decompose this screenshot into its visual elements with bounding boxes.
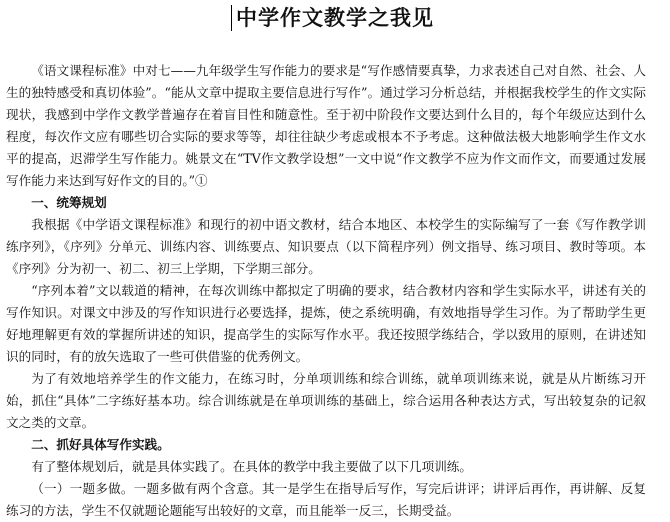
paragraph-sequence-principle: “序列本着”文以载道的精神，在每次训练中都拟定了明确的要求，结合教材内容和学生实际水平，讲述有关的写作知识。对课文中涉及的写作知识进行必要选择，提炼，使之系统明确，有效地指导学生习作。为了帮助学生更好地理解更有效的掌握所讲述的知识，提高学生的实际写作水平。我还按照学练结合，学以致用的原则，在讲述知识的同时，有的放矢选取了一些可供借鉴的优秀例文。 bbox=[6, 283, 646, 364]
paragraph-practice-intro: 有了整体规划后，就是具体实践了。在具体的教学中我主要做了以下几项训练。 bbox=[31, 459, 472, 474]
paragraph-training: 为了有效地培养学生的作文能力，在练习时，分单项训练和综合训练，就单项训练来说，就是从片断练习开始，抓住“具体”二字练好基本功。综合训练就是在单项训练的基础上，综合运用各种表达方式，写出较复杂的记叙文之类的文章。 bbox=[6, 371, 646, 430]
heading-planning: 一、统筹规划 bbox=[31, 195, 107, 210]
heading-practice: 二、抓好具体写作实践。 bbox=[31, 437, 170, 452]
paragraph-one-topic: （一）一题多做。一题多做有两个含意。其一是学生在指导后写作，写完后讲评；讲评后再作，再讲解、反复练习的方法，学生不仅就题论题能写出较好的文章，而且能举一反三，长期受益。 bbox=[6, 481, 646, 518]
paragraph-sequence: 我根据《中学语文课程标准》和现行的初中语文教材，结合本地区、本校学生的实际编写了一套《写作教学训练序列》，《序列》分单元、训练内容、训练要点、知识要点（以下简程序列）例文指导、练习项目、教时等项。本《序列》分为初一、初二、初三上学期，下学期三部分。 bbox=[6, 217, 646, 276]
text-cursor bbox=[231, 5, 232, 31]
document-title: 中学作文教学之我见 bbox=[236, 5, 434, 30]
document-body bbox=[6, 60, 646, 522]
paragraph-intro: 《语文课程标准》中对七——九年级学生写作能力的要求是“写作感情要真挚，力求表述自己对自然、社会、人生的独特感受和真切体验”。“能从文章中提取主要信息进行写作”。通过学习分析总结，并根据我校学生的作文实际现状，我感到中学作文教学普遍存在着盲目性和随意性。至于初中阶段作文要达到什么目的，每个年级应达到什么程度，每次作文应有哪些切合实际的要求等等，却往往缺少考虑或根本不予考虑。这种做法极大地影响学生作文水平的提高，迟滞学生写作能力。姚景文在“TV作文教学设想”一文中说“作文教学不应为作文而作文，而要通过发展写作能力来达到写好作文的目的。”① bbox=[6, 63, 646, 188]
